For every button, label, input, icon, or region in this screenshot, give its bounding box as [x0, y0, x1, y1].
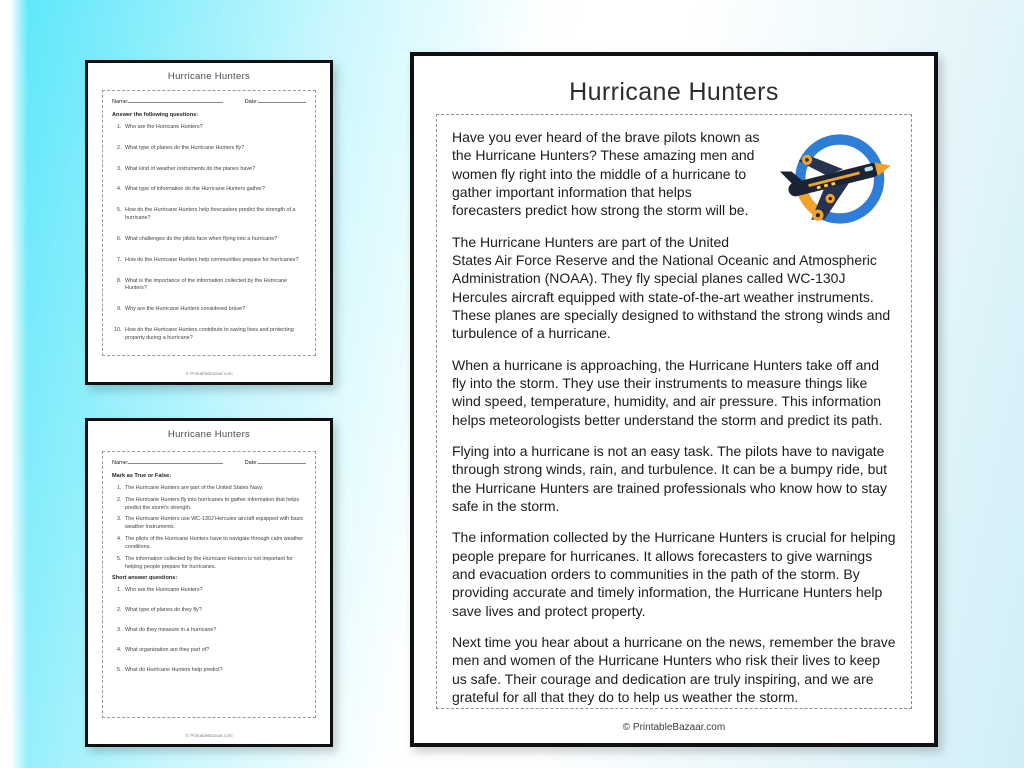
short-answer-heading: Short answer questions: [112, 575, 178, 582]
short-answer-item: 1. Who are the Hurricane Hunters? [123, 587, 306, 595]
worksheet-content-box [102, 451, 316, 718]
name-blank-line [128, 462, 223, 464]
question-item: 6. What challenges do the pilots face when flying into a hurricane? [123, 236, 306, 244]
short-answer-item: 4. What organization are they part of? [123, 647, 306, 655]
date-blank-line [258, 101, 306, 103]
question-item: 1. Who are the Hurricane Hunters? [123, 124, 306, 132]
copyright-footer: © PrintableBazaar.com [185, 733, 233, 738]
short-answer-item: 5. What do Hurricane Hunters help predict? [123, 667, 306, 675]
date-field [245, 99, 306, 105]
date-label: Date: [244, 99, 258, 105]
question-item: 3. What kind of weather instruments do the planes have? [123, 166, 306, 174]
truefalse-item: 2. The Hurricane Hunters fly into hurricanes to gather information that helps predict the storm's strength. [123, 497, 306, 513]
name-label: Name: [112, 460, 129, 466]
truefalse-list [123, 485, 306, 571]
truefalse-item: 3. The Hurricane Hunters use WC-130J Hercules aircraft equipped with basic weather instruments. [123, 516, 306, 532]
short-answer-item: 3. What do they measure in a hurricane? [123, 627, 306, 635]
passage-paragraph: Have you ever heard of the brave pilots known as the Hurricane Hunters? These amazing men and women fly right into the middle of a hurricane to gather important information that helps forecasters predict how strong the storm will be. [452, 129, 760, 219]
questions-worksheet-page [85, 60, 333, 385]
passage-title: Hurricane Hunters [569, 78, 779, 106]
question-item: 8. What is the importance of the information collected by the Hurricane Hunters? [123, 278, 306, 294]
name-label: Name: [112, 99, 129, 105]
name-field [112, 460, 223, 466]
date-field [245, 460, 306, 466]
truefalse-item: 4. The pilots of the Hurricane Hunters have to navigate through calm weather conditions. [123, 536, 306, 552]
question-item: 5. How do the Hurricane Hunters help forecasters predict the strength of a hurricane? [123, 207, 306, 223]
truefalse-item: 5. The information collected by the Hurricane Hunters is not important for helping people prepare for hurricanes. [123, 556, 306, 572]
date-label: Date: [244, 460, 258, 466]
date-blank-line [258, 462, 306, 464]
name-date-row [112, 460, 306, 466]
name-blank-line [128, 101, 223, 103]
question-item: 4. What type of information do the Hurricane Hunters gather? [123, 186, 306, 194]
copyright-footer: © PrintableBazaar.com [622, 722, 726, 733]
passage-paragraph: The Hurricane Hunters are part of the United States Air Force Reserve and the National Oceanic and Atmospheric Administration (NOAA). They fly special planes called WC-130J Hercules aircraft equipped with state-of-the-art weather instruments. These planes are specially designed to withstand the strong winds and turbulence of a hurricane. [452, 233, 891, 342]
question-item: 2. What type of planes do the Hurricane Hunters fly? [123, 145, 306, 153]
name-field [112, 99, 223, 105]
truefalse-heading: Mark as True or False: [112, 473, 172, 479]
name-date-row [112, 99, 306, 105]
truefalse-worksheet-page [85, 418, 333, 747]
questions-list [123, 124, 306, 343]
question-item: 9. Why are the Hurricane Hunters considered brave? [123, 306, 306, 314]
passage-paragraph: When a hurricane is approaching, the Hurricane Hunters take off and fly into the storm. They use their instruments to measure things like wind speed, temperature, humidity, and air pressure. This information helps meteorologists better understand the storm and predict its path. [452, 356, 883, 428]
short-answer-item: 2. What type of planes do they fly? [123, 607, 306, 615]
copyright-footer: © PrintableBazaar.com [185, 371, 233, 376]
worksheet-title: Hurricane Hunters [167, 71, 251, 82]
question-item: 7. How do the Hurricane Hunters help communities prepare for hurricanes? [123, 257, 306, 265]
passage-paragraph: Flying into a hurricane is not an easy task. The pilots have to navigate through strong winds, rain, and turbulence. It can be a bumpy ride, but the Hurricane Hunters are trained professionals who know how to stay safe in the storm. [452, 442, 888, 514]
worksheet-title: Hurricane Hunters [167, 429, 251, 440]
section-heading: Answer the following questions: [112, 112, 199, 118]
worksheet-content-box [102, 90, 316, 356]
short-answer-list [123, 587, 306, 674]
passage-content-box [436, 114, 912, 709]
hurricane-hunters-plane-illustration [774, 126, 896, 232]
reading-passage-page [410, 52, 938, 747]
passage-paragraph: Next time you hear about a hurricane on the news, remember the brave men and women of the Hurricane Hunters who risk their lives to keep us safe. Their courage and dedication are truly inspiring, and we are grateful for all that they do to help us weather the storm. [452, 633, 896, 705]
passage-paragraph: The information collected by the Hurricane Hunters is crucial for helping people prepare for hurricanes. It allows forecasters to give warnings and evacuation orders to communities in the path of the storm. By providing accurate and timely information, the Hurricane Hunters help save lives and protect property. [452, 529, 896, 619]
question-item: 10. How do the Hurricane Hunters contribute to saving lives and protecting property during a hurricane? [123, 327, 306, 343]
plane-illustration-svg [774, 126, 896, 232]
truefalse-item: 1. The Hurricane Hunters are part of the United States Navy. [123, 485, 306, 493]
